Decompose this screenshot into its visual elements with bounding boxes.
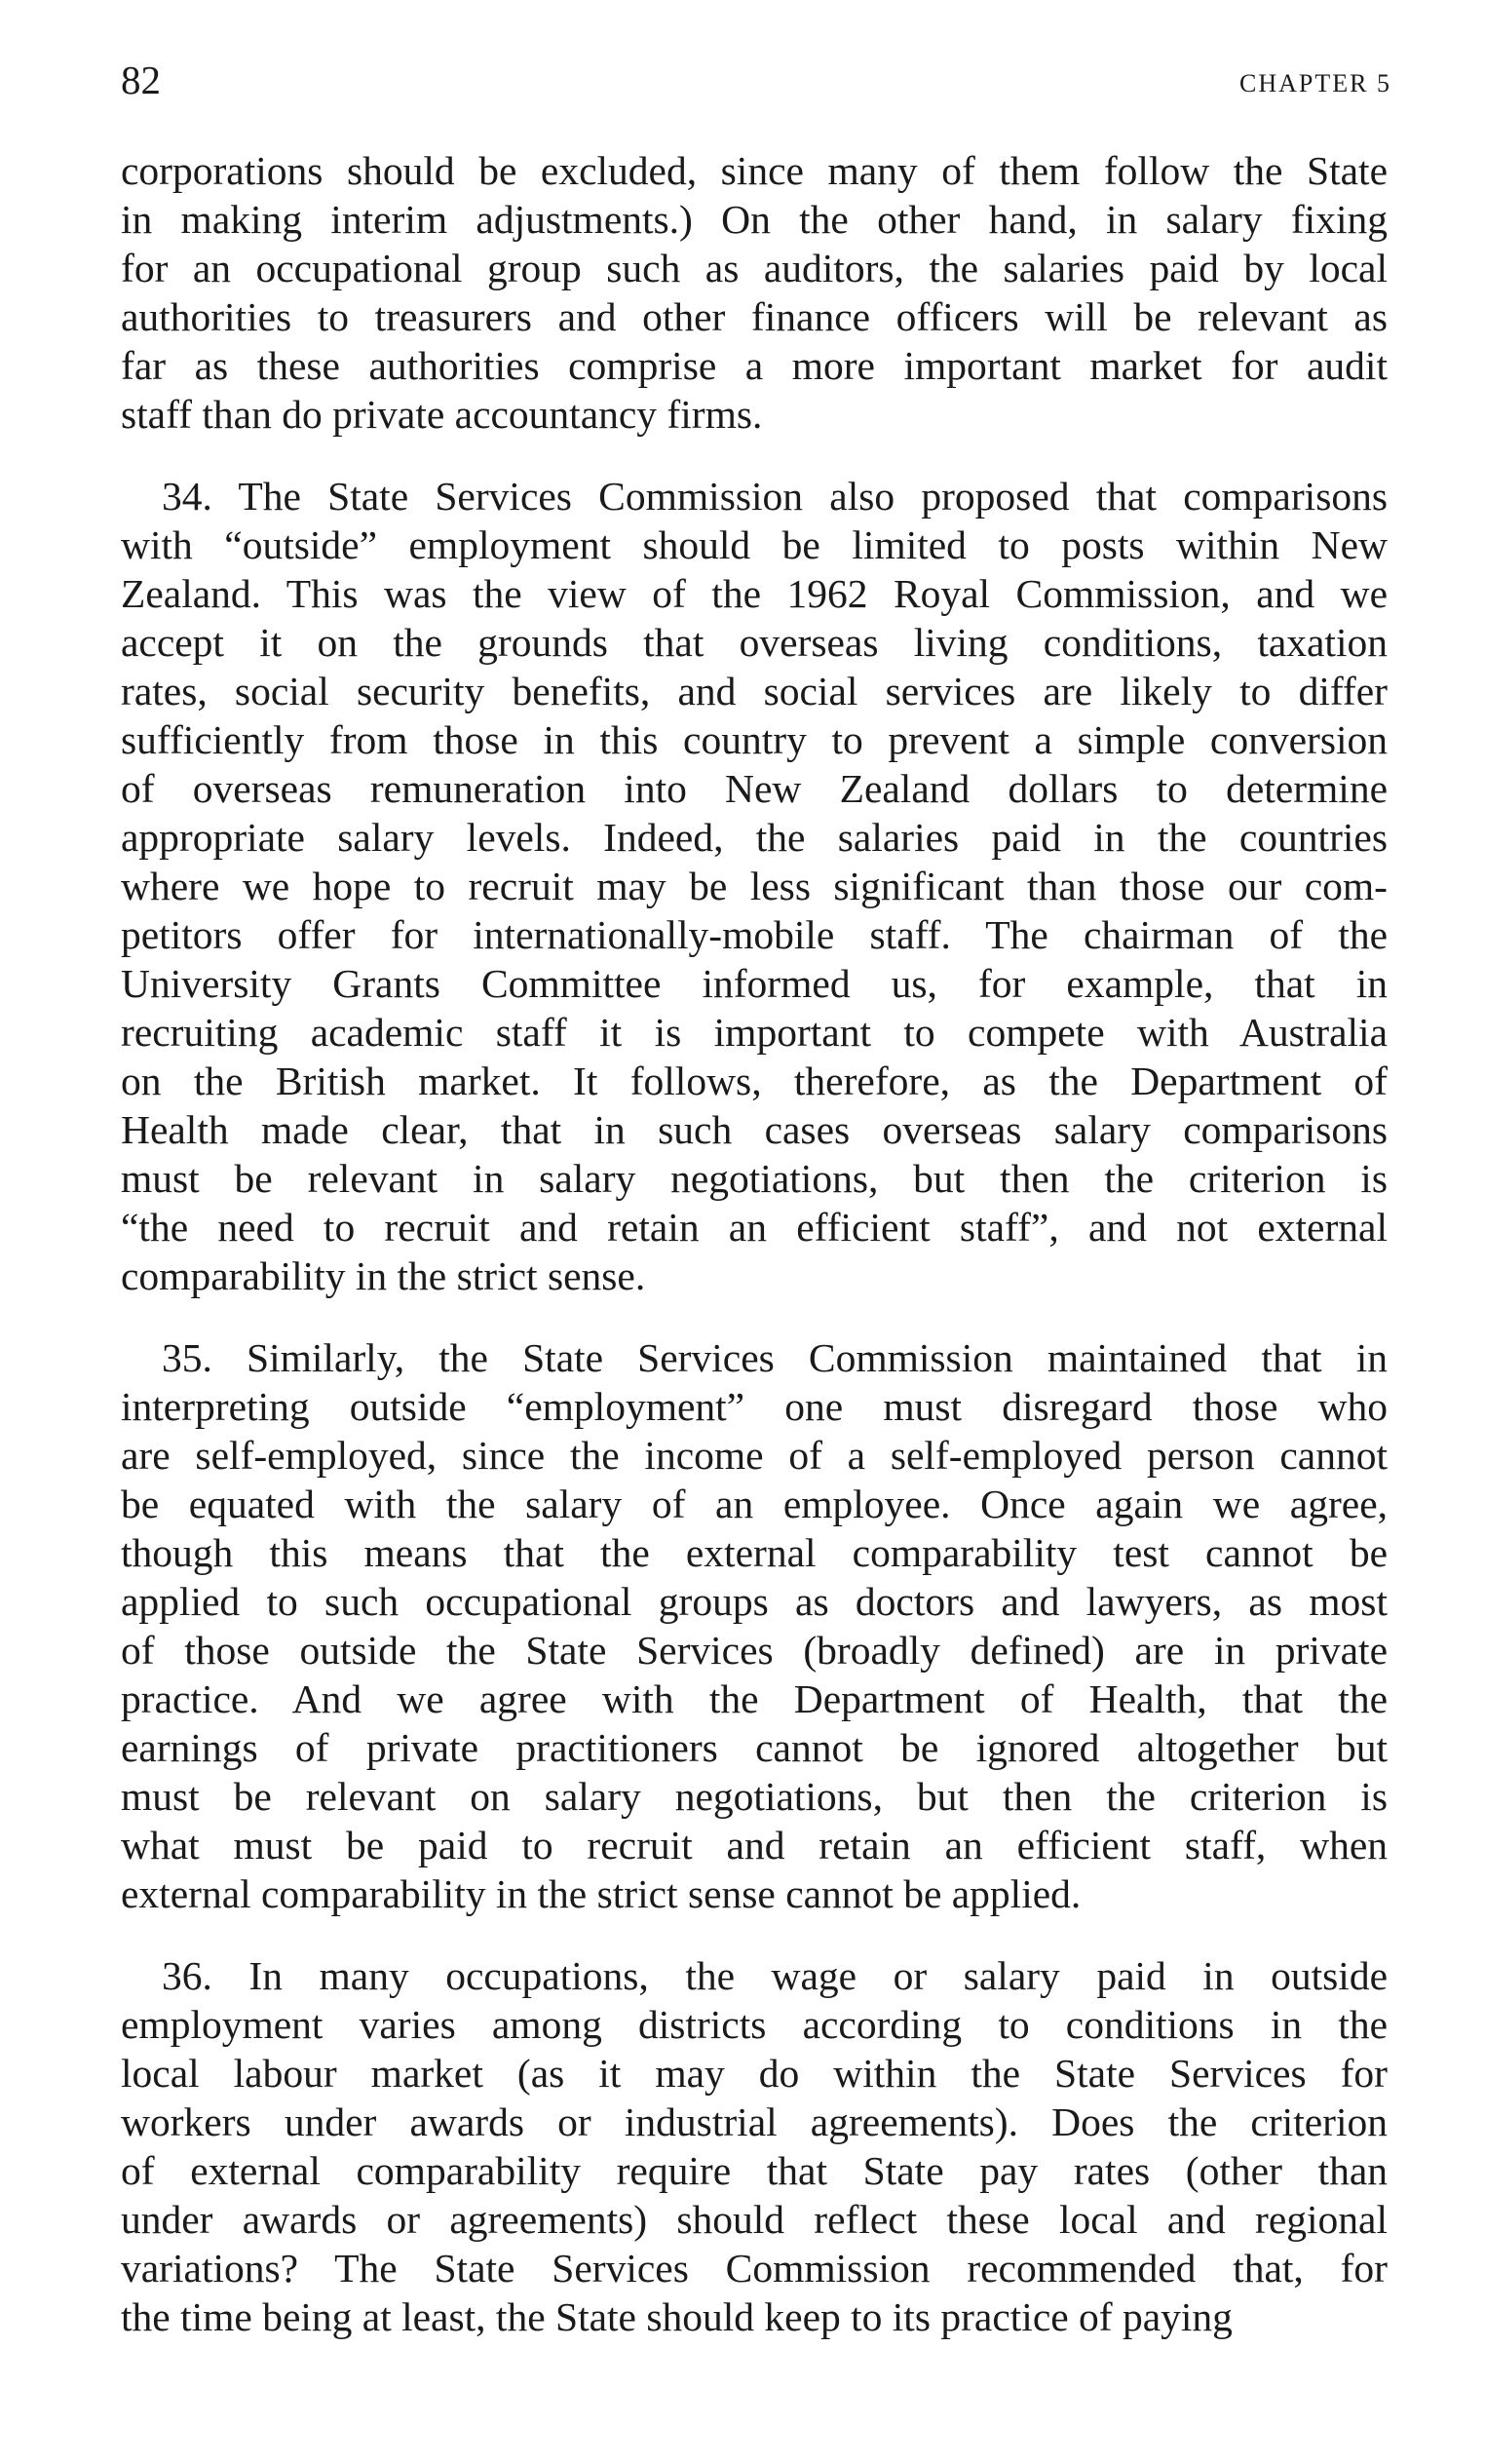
text-line: where we hope to recruit may be less significant than those our com- [121,864,1388,908]
text-line: Health made clear, that in such cases overseas salary comparisons [121,1107,1388,1152]
text-line: University Grants Committee informed us, for example, that in [121,961,1388,1006]
text-line: local labour market (as it may do within the State Services for [121,2051,1388,2096]
text-line: accept it on the grounds that overseas living conditions, taxation [121,620,1388,665]
text-line: must be relevant in salary negotiations, but then the criterion is [121,1156,1388,1201]
text-line: Zealand. This was the view of the 1962 Royal Commission, and we [121,571,1388,616]
text-line: interpreting outside “employment” one must disregard those who [121,1384,1388,1429]
text-line: comparability in the strict sense. [121,1253,646,1298]
text-line: the time being at least, the State should keep to its practice of paying [121,2294,1233,2339]
text-line: with “outside” employment should be limited to posts within New [121,522,1388,567]
text-line: staff than do private accountancy firms. [121,392,763,437]
text-line: employment varies among districts according to conditions in the [121,2002,1388,2047]
paragraph [121,146,1388,439]
text-line: 34. The State Services Commission also proposed that comparisons [162,474,1388,519]
paragraph [121,1951,1388,2341]
text-line: 35. Similarly, the State Services Commission maintained that in [162,1335,1388,1380]
text-line: authorities to treasurers and other finance officers will be relevant as [121,294,1388,339]
text-line: of external comparability require that State pay rates (other than [121,2148,1388,2193]
text-line: applied to such occupational groups as doctors and lawyers, as most [121,1579,1388,1624]
text-line: “the need to recruit and retain an efficient staff”, and not external [121,1205,1388,1250]
text-line: in making interim adjustments.) On the other hand, in salary fixing [121,197,1388,242]
text-line: 36. In many occupations, the wage or salary paid in outside [162,1953,1388,1998]
text-line: though this means that the external comparability test cannot be [121,1530,1388,1575]
text-line: far as these authorities comprise a more important market for audit [121,343,1388,388]
text-line: appropriate salary levels. Indeed, the salaries paid in the countries [121,815,1388,860]
page-number: 82 [121,58,161,102]
text-line: of those outside the State Services (broadly defined) are in private [121,1628,1388,1673]
paragraph [121,1333,1388,1918]
text-line: workers under awards or industrial agreements). Does the criterion [121,2099,1388,2144]
text-line: recruiting academic staff it is important to compete with Australia [121,1010,1388,1055]
body-text [121,146,1388,2374]
text-line: rates, social security benefits, and social services are likely to differ [121,669,1388,713]
text-line: for an occupational group such as auditors, the salaries paid by local [121,246,1388,290]
text-line: of overseas remuneration into New Zealand dollars to determine [121,766,1388,811]
text-line: petitors offer for internationally-mobile staff. The chairman of the [121,912,1388,957]
text-line: are self-employed, since the income of a self-employed person cannot [121,1433,1388,1478]
text-line: must be relevant on salary negotiations, but then the criterion is [121,1774,1388,1819]
text-line: external comparability in the strict sense cannot be applied. [121,1871,1082,1916]
page-header [121,51,1391,109]
text-line: sufficiently from those in this country to prevent a simple conversion [121,717,1388,762]
text-line: earnings of private practitioners cannot be ignored altogether but [121,1725,1388,1770]
text-line: under awards or agreements) should reflect these local and regional [121,2197,1388,2242]
text-line: be equated with the salary of an employee. Once again we agree, [121,1482,1388,1526]
text-line: what must be paid to recruit and retain an efficient staff, when [121,1823,1388,1867]
text-line: variations? The State Services Commission recommended that, for [121,2246,1388,2291]
text-line: corporations should be excluded, since many of them follow the State [121,148,1388,193]
running-head: CHAPTER 5 [1239,69,1391,97]
text-line: practice. And we agree with the Department of Health, that the [121,1676,1388,1721]
text-line: on the British market. It follows, therefore, as the Department of [121,1059,1388,1103]
paragraph [121,472,1388,1300]
